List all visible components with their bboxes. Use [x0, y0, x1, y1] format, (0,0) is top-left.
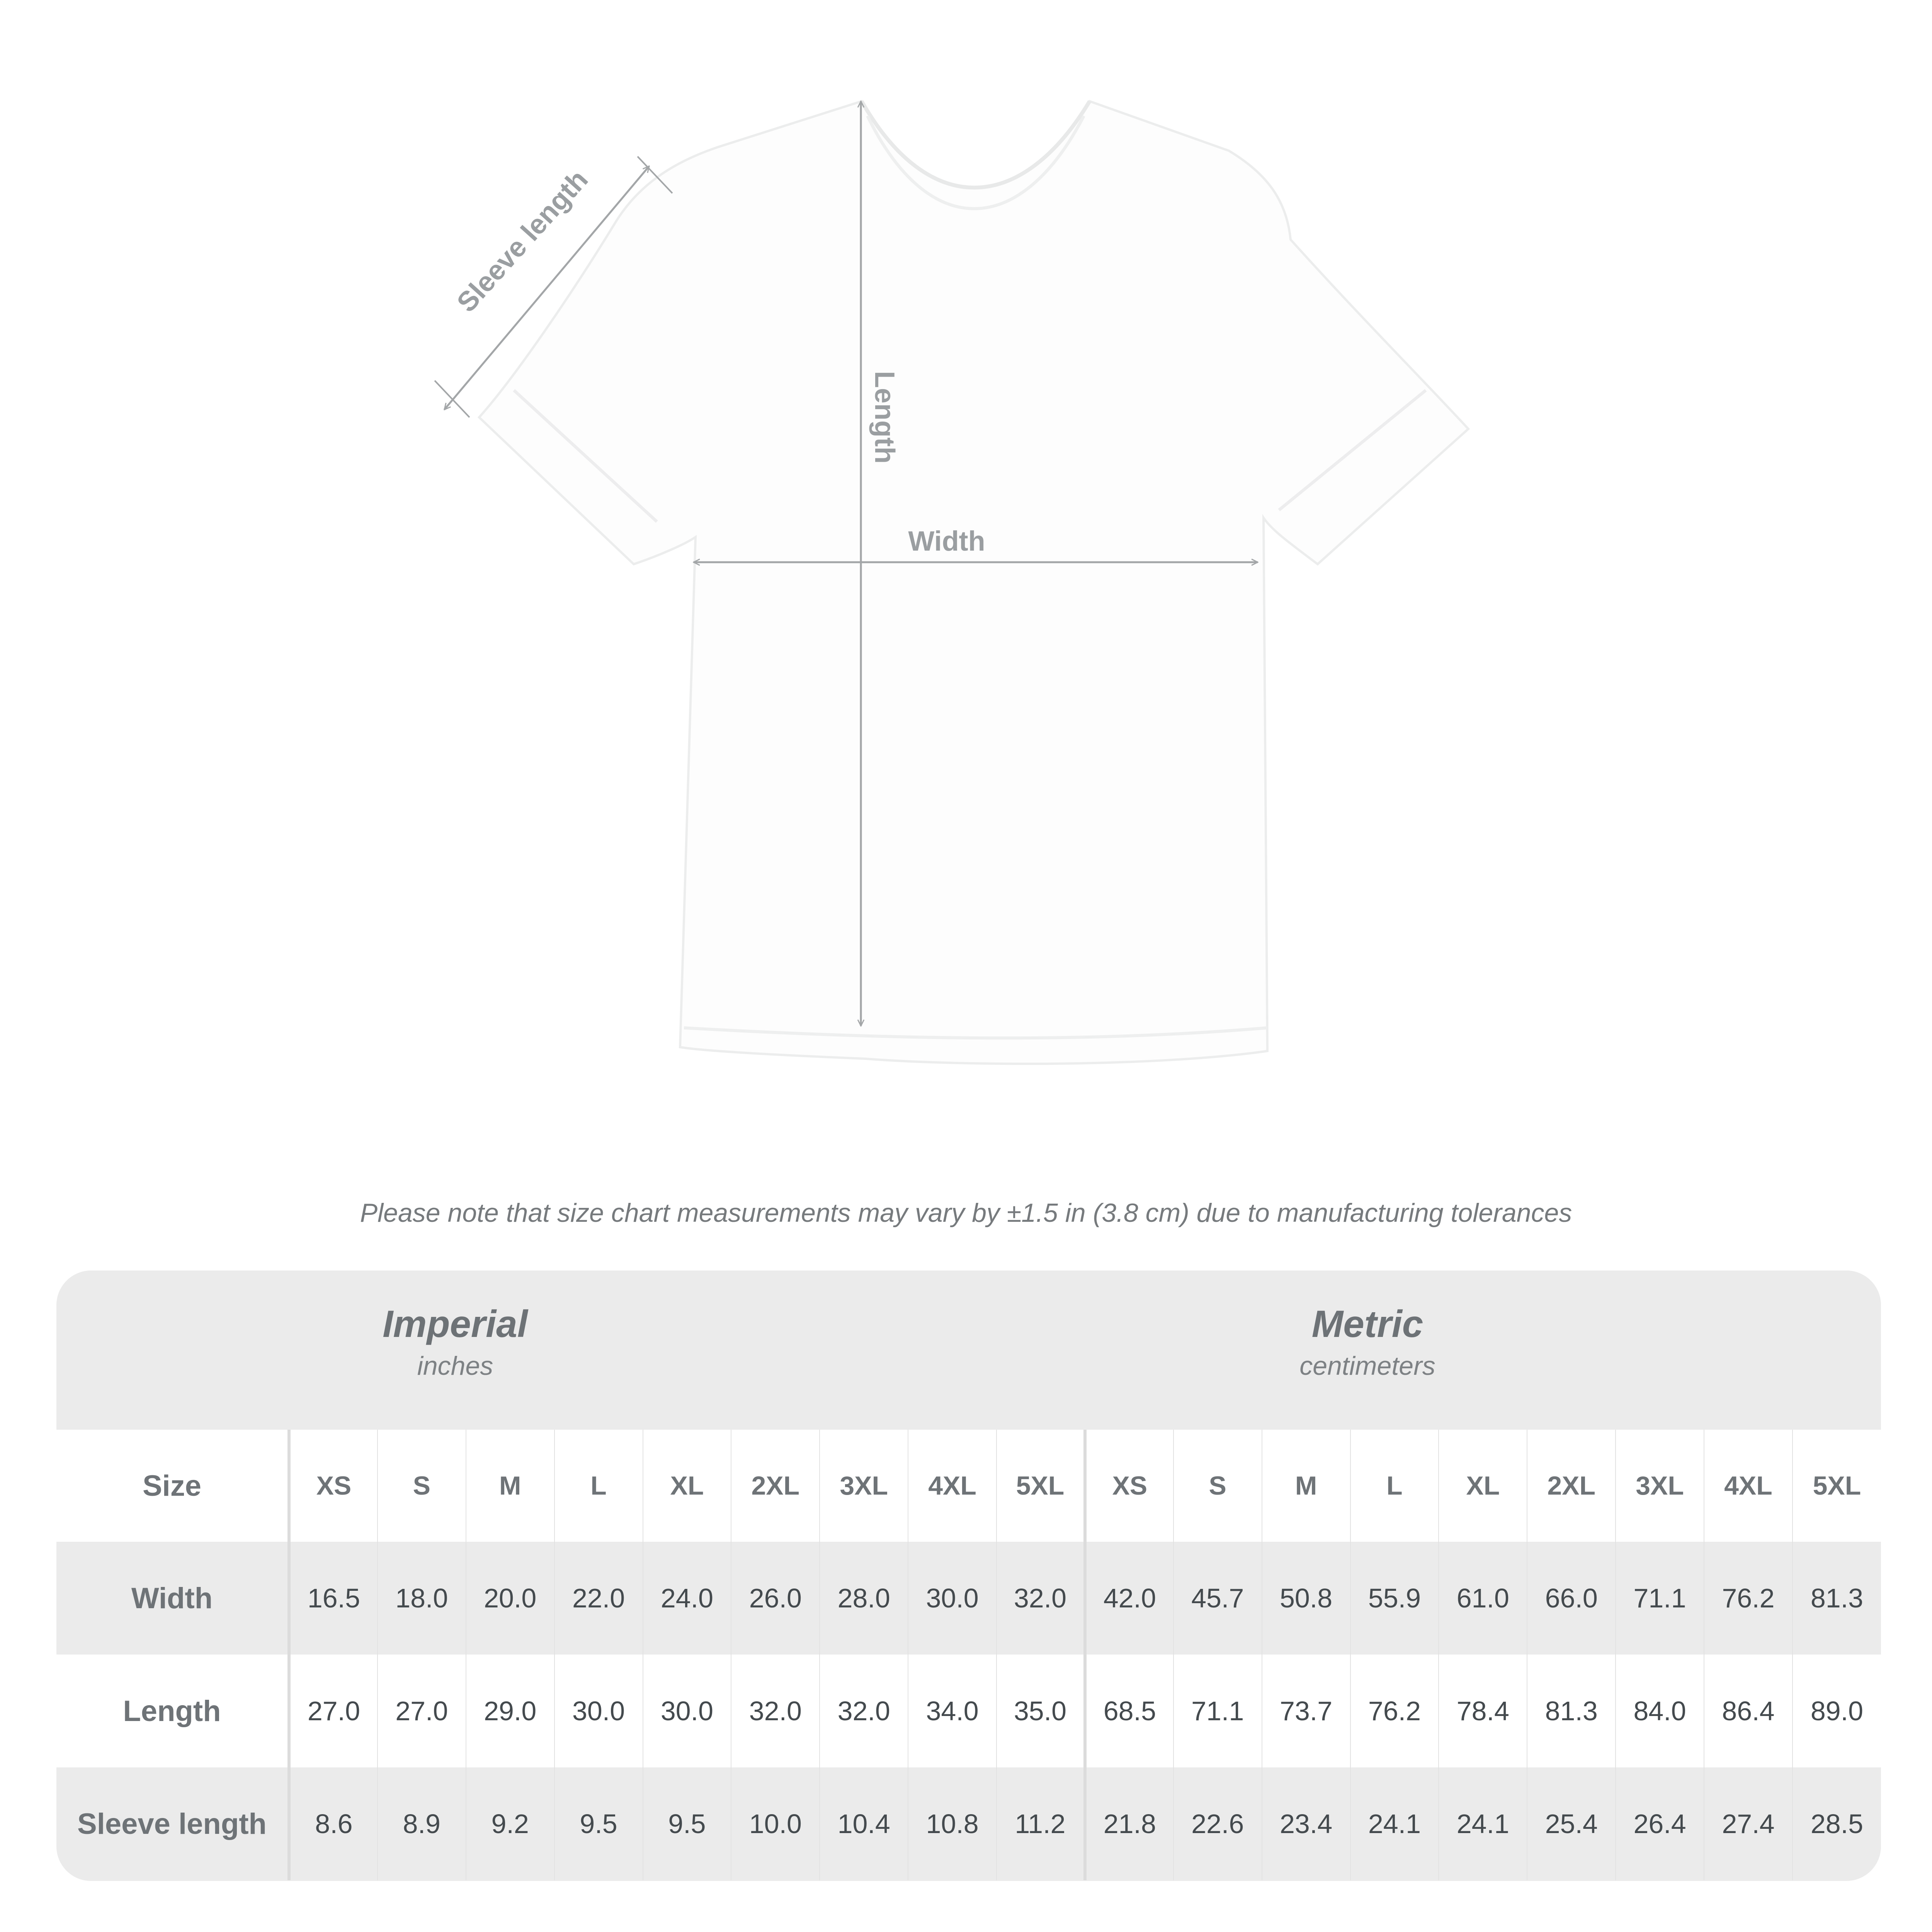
- size-cell: S: [378, 1430, 466, 1542]
- row-label: Sleeve length: [77, 1807, 267, 1840]
- size-cell: 4XL: [908, 1430, 997, 1542]
- table-cell: 30.0: [908, 1542, 997, 1655]
- table-cell: 26.0: [731, 1542, 820, 1655]
- table-cell: 10.8: [908, 1767, 997, 1880]
- table-cell: 35.0: [997, 1655, 1085, 1767]
- table-cell: 81.3: [1793, 1542, 1881, 1655]
- imperial-title: Imperial: [383, 1303, 528, 1345]
- table-cell: 78.4: [1439, 1655, 1527, 1767]
- table-cell: 20.0: [466, 1542, 554, 1655]
- table-cell: 55.9: [1350, 1542, 1439, 1655]
- row-label: Length: [123, 1694, 221, 1728]
- measurements-table: [56, 1430, 1881, 1880]
- row-label: Width: [131, 1582, 213, 1615]
- table-cell: 22.0: [554, 1542, 643, 1655]
- imperial-header: [56, 1301, 854, 1381]
- length-label: Length: [869, 371, 900, 464]
- table-cell: 24.0: [643, 1542, 731, 1655]
- table-cell: 9.5: [643, 1767, 731, 1880]
- table-cell: 32.0: [820, 1655, 908, 1767]
- size-row: [56, 1430, 1881, 1542]
- size-cell: 4XL: [1704, 1430, 1793, 1542]
- table-cell: 27.0: [289, 1655, 378, 1767]
- table-header: [56, 1270, 1881, 1430]
- table-cell: 81.3: [1527, 1655, 1616, 1767]
- table-cell: 71.1: [1173, 1655, 1262, 1767]
- table-cell: 30.0: [643, 1655, 731, 1767]
- table-cell: 86.4: [1704, 1655, 1793, 1767]
- size-cell: L: [554, 1430, 643, 1542]
- size-cell: 5XL: [997, 1430, 1085, 1542]
- size-cell: 3XL: [820, 1430, 908, 1542]
- table-cell: 9.5: [554, 1767, 643, 1880]
- size-cell: 2XL: [1527, 1430, 1616, 1542]
- table-cell: 76.2: [1704, 1542, 1793, 1655]
- table-cell: 28.5: [1793, 1767, 1881, 1880]
- table-cell: 10.4: [820, 1767, 908, 1880]
- table-cell: 34.0: [908, 1655, 997, 1767]
- table-cell: 50.8: [1262, 1542, 1350, 1655]
- metric-header: [854, 1301, 1881, 1381]
- table-cell: 66.0: [1527, 1542, 1616, 1655]
- table-cell: 68.5: [1085, 1655, 1173, 1767]
- table-cell: 16.5: [289, 1542, 378, 1655]
- table-cell: 22.6: [1173, 1767, 1262, 1880]
- length-row: [56, 1655, 1881, 1767]
- table-cell: 10.0: [731, 1767, 820, 1880]
- table-cell: 89.0: [1793, 1655, 1881, 1767]
- size-cell: 5XL: [1793, 1430, 1881, 1542]
- table-cell: 24.1: [1350, 1767, 1439, 1880]
- tolerance-note: Please note that size chart measurements may vary by ±1.5 in (3.8 cm) due to manufacturing tolerances: [360, 1198, 1572, 1228]
- table-cell: 45.7: [1173, 1542, 1262, 1655]
- table-cell: 27.4: [1704, 1767, 1793, 1880]
- table-cell: 8.9: [378, 1767, 466, 1880]
- table-cell: 29.0: [466, 1655, 554, 1767]
- table-cell: 23.4: [1262, 1767, 1350, 1880]
- table-cell: 18.0: [378, 1542, 466, 1655]
- table-cell: 21.8: [1085, 1767, 1173, 1880]
- table-cell: 25.4: [1527, 1767, 1616, 1880]
- sleeve-length-row: [56, 1767, 1881, 1880]
- table-cell: 76.2: [1350, 1655, 1439, 1767]
- table-cell: 27.0: [378, 1655, 466, 1767]
- table-cell: 32.0: [731, 1655, 820, 1767]
- size-cell: XL: [1439, 1430, 1527, 1542]
- size-cell: XL: [643, 1430, 731, 1542]
- size-cell: S: [1173, 1430, 1262, 1542]
- table-cell: 71.1: [1616, 1542, 1704, 1655]
- table-cell: 11.2: [997, 1767, 1085, 1880]
- size-chart-table: [56, 1270, 1881, 1881]
- width-label: Width: [908, 526, 985, 557]
- size-cell: XS: [289, 1430, 378, 1542]
- table-cell: 42.0: [1085, 1542, 1173, 1655]
- size-cell: L: [1350, 1430, 1439, 1542]
- table-cell: 32.0: [997, 1542, 1085, 1655]
- table-cell: 73.7: [1262, 1655, 1350, 1767]
- table-cell: 84.0: [1616, 1655, 1704, 1767]
- table-cell: 9.2: [466, 1767, 554, 1880]
- metric-title: Metric: [1311, 1303, 1423, 1345]
- metric-unit: centimeters: [1299, 1351, 1435, 1381]
- table-cell: 26.4: [1616, 1767, 1704, 1880]
- table-cell: 28.0: [820, 1542, 908, 1655]
- table-cell: 30.0: [554, 1655, 643, 1767]
- size-cell: M: [1262, 1430, 1350, 1542]
- size-cell: M: [466, 1430, 554, 1542]
- size-header: Size: [142, 1469, 202, 1502]
- tshirt-shape: [479, 101, 1468, 1064]
- size-cell: 3XL: [1616, 1430, 1704, 1542]
- size-cell: XS: [1085, 1430, 1173, 1542]
- table-cell: 8.6: [289, 1767, 378, 1880]
- table-cell: 24.1: [1439, 1767, 1527, 1880]
- width-row: [56, 1542, 1881, 1655]
- size-cell: 2XL: [731, 1430, 820, 1542]
- imperial-unit: inches: [417, 1351, 493, 1381]
- table-cell: 61.0: [1439, 1542, 1527, 1655]
- sleeve-length-label: Sleeve length: [451, 164, 594, 318]
